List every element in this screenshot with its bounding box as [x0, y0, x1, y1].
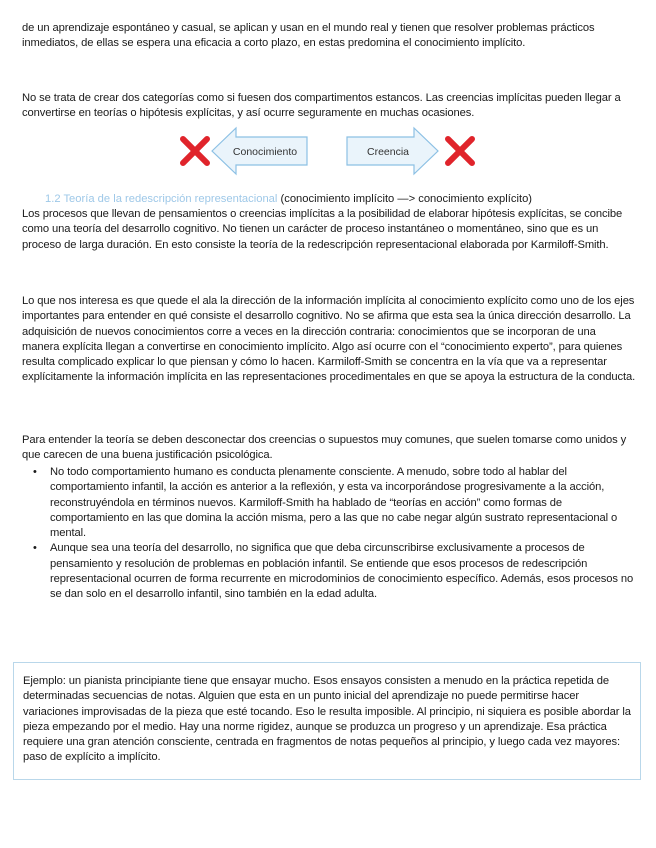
- list-item: [22, 541, 638, 602]
- paragraph-intro-continuation: de un aprendizaje espontáneo y casual, se aplican y usan en el mundo real y tienen que resolver problemas prácticos inmediatos, de ellas se espera una eficacia a corto plazo, en estas predomina el conocimiento implícito.: [22, 22, 595, 50]
- paragraph-processes: Los procesos que llevan de pensamientos o creencias implícitas a la posibilidad de elaborar hipótesis explícitas, se concibe como una teoría del desarrollo cognitivo. No tienen un carácter de proceso instantáneo o momentáneo, sino que es un proceso de larga duración. En esto consiste la teoría de la redescripción representacional elaborada por Karmiloff-Smith.: [22, 208, 623, 251]
- list-item: [22, 465, 638, 541]
- right-arrow-label: Creencia: [366, 146, 410, 158]
- bullet-list: [22, 465, 638, 603]
- example-box: [13, 662, 641, 780]
- paragraph-categories: No se trata de crear dos categorías como si fuesen dos compartimentos estancos. Las creencias implícitas pueden llegar a convertirse en teorías o hipótesis explícitas, y así ocurre seguramente en muchas ocasiones.: [22, 92, 621, 120]
- list-item-text: No todo comportamiento humano es conducta plenamente consciente. A menudo, sobre todo al hablar del comportamiento infantil, la acción es anterior a la reflexión, y esta va incorporándose progresivamente a la acción, reconstruyéndola en términos nuevos. Karmiloff-Smith ha hablado de “teorías en acción” como formas de comportamiento en las que domina la acción misma, pero a las que no cabe negar algún sustrato representacional o mental.: [50, 466, 618, 540]
- paragraph-interest: Lo que nos interesa es que quede el ala la dirección de la información implícita al conocimiento explícito como uno de los ejes importantes para entender en qué consiste el desarrollo cognitivo. No se afirma que esta sea la única dirección desarrollo. La adquisición de nuevos conocimientos corre a veces en la dirección contraria: conocimientos que se incorporan de una manera explícita llegan a convertirse en conocimiento implícito. Algo así ocurre con el “conocimiento experto”, para quienes resulta complicado explicar lo que piensan y cómo lo hacen. Karmiloff-Smith se concentra en la vía que va a representar explícitamente la información implícita en las representaciones procedimentales en que se apoya la estructura de la conducta.: [22, 295, 636, 384]
- left-cross-icon: [183, 139, 207, 163]
- section-heading: [45, 192, 645, 207]
- right-cross-icon: [448, 139, 472, 163]
- knowledge-belief-diagram: [0, 124, 656, 178]
- example-text: Ejemplo: un pianista principiante tiene que ensayar mucho. Esos ensayos consisten a menudo en la práctica repetida de determinadas secuencias de notas. Alguien que esta en un punto inicial del aprendizaje no puede permitirse hacer variaciones improvisadas de la pieza que esté tocando. Eso le resulta imposible. Al principio, ni siquiera es posible abordar la pieza empezando por el medio. Hay una norme rigidez, aunque se produzca un progreso y un aprendizaje. Esa práctica requiere una gran atención consciente, centrada en fragmentos de notas pequeños al principio, y luego cada vez mayores: paso de explícito a implícito.: [23, 675, 631, 764]
- left-arrow-label: Conocimiento: [232, 146, 298, 158]
- section-title: 1.2 Teoría de la redescripción representacional: [45, 193, 278, 205]
- bullet-dot: •: [33, 466, 37, 478]
- diagram-graphic: [0, 124, 656, 178]
- paragraph-understand: Para entender la teoría se deben desconectar dos creencias o supuestos muy comunes, que suelen tomarse como unidos y que carecen de una buena justificación psicológica.: [22, 434, 627, 462]
- list-item-text: Aunque sea una teoría del desarrollo, no significa que que deba circunscribirse exclusivamente a procesos de pensamiento y resolución de problemas en población infantil. Se entiende que esos procesos de redescripción representacional ocurren de forma recurrente en microdominios de conocimiento específico. Además, esos procesos no se dan solo en el desarrollo infantil, sino también en la edad adulta.: [50, 542, 634, 601]
- bullet-dot: •: [33, 542, 37, 555]
- section-subtitle: (conocimiento implícito —> conocimiento explícito): [280, 193, 533, 205]
